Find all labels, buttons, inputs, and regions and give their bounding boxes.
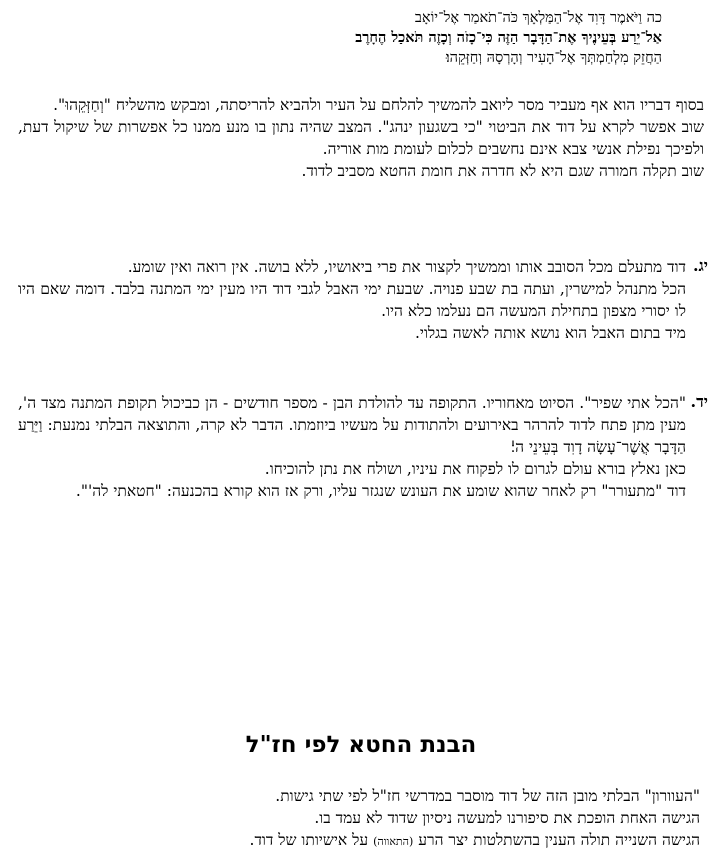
commentary-section-1 <box>18 94 704 182</box>
paragraph: בסוף דבריו הוא אף מעביר מסר ליואב להמשיך להלחם על העיר ולהביא להריסתה, ומבקש מהשליח "וְחַזְּקֵהוּ". <box>53 96 704 114</box>
verse-number-label: יג. <box>692 256 708 275</box>
paragraph: כאן נאלץ בורא עולם לגרום לו לפקוח את עיניו, ושולח את נתן להוכיחו. <box>264 460 686 478</box>
verse-number-label: יד. <box>690 392 708 411</box>
paragraph: הגישה האחת הופכת את סיפורנו למעשה ניסיון שדוד לא עמד בו. <box>314 809 700 827</box>
section-heading: הבנת החטא לפי חז"ל <box>245 732 477 758</box>
paragraph: מיד בתום האבל הוא נושא אותה לאשה בגלוי. <box>414 324 686 342</box>
paragraph: דוד מתעלם מכל הסובב אותו וממשיך לקצור את פרי ביאושיו, ללא בושה. אין רואה ואין שומע. <box>127 258 686 276</box>
paragraph <box>18 829 700 853</box>
verse-line-1: כה וַיֹּאמֶר דָּוִד אֶל־הַמַּלְאָךְ כֹּה־תֹאמַר אֶל־יוֹאָב <box>414 10 662 26</box>
verse-block <box>60 8 662 68</box>
commentary-section-14 <box>18 392 708 502</box>
verse-line-2: אַל־יֵרַע בְּעֵינֶיךָ אֶת־הַדָּבָר הַזֶּה כִּי־כָזֹה וְכָזֶה תֹּאכַל הֶחָרֶב <box>355 29 662 46</box>
paragraph-text: "הכל אתי שפיר". הסיוט מאחוריו. התקופה עד להולדת הבן - מספר חודשים - הן כביכול תקופת המתנה מצד ה', מעין מתן פתח לדוד להרהר באירועים ולהתודות על מעשיו ביוזמתו. הדבר לא קרה, והתוצאה הבלתי נמנעת: <box>18 394 686 434</box>
paragraph: "העוורון" הבלתי מובן הזה של דוד מוסבר במדרשי חז"ל לפי שתי גישות. <box>275 787 700 805</box>
paragraph-text: הגישה השנייה תולה הענין בהשתלטות יצר הרע <box>413 831 700 849</box>
paragraph: דוד "מתעורר" רק לאחר שהוא שומע את העונש שנגזר עליו, ורק אז הוא קורא בהכנעה: "חטאתי לה'". <box>75 482 686 500</box>
paragraph: שוב אפשר לקרא על דוד את הביטוי "כי בשגעון ינהג". המצב שהיה נתון בו מנע ממנו כל אפשרות של שיקול דעת, ולפיכך נפילת אנשי צבא אינם נחשבים לכלום לעומת מות אוריה. <box>18 118 704 158</box>
paragraph <box>18 392 686 458</box>
paragraph-text: על אישיותו של דוד. <box>249 831 374 849</box>
commentary-section-13 <box>18 256 708 344</box>
verse-quote: וַיֵּרַע הַדָּבָר אֲשֶׁר־עָשָׂה דָוִד בְּעֵינֵי ה'׃ <box>18 416 686 456</box>
paragraph: הכל מתנהל למישרין, ועתה בת שבע פנויה. שבעת ימי האבל לגבי דוד היו מעין ימי המתנה בלבד. דומה שאם היו לו יסורי מצפון בתחילת המעשה הם נעלמו כלא היו. <box>18 280 686 320</box>
verse-line-3: הַחֲזֵק מִלְחַמְתְּךָ אֶל־הָעִיר וְהָרְסָהּ וְחַזְּקֵהוּ׃ <box>445 50 662 66</box>
intro-section <box>18 785 700 853</box>
paragraph: שוב תקלה חמורה שגם היא לא חדרה את חומת החטא מסביב לדוד. <box>301 162 704 180</box>
parenthetical-note: (התאווה) <box>373 835 414 848</box>
